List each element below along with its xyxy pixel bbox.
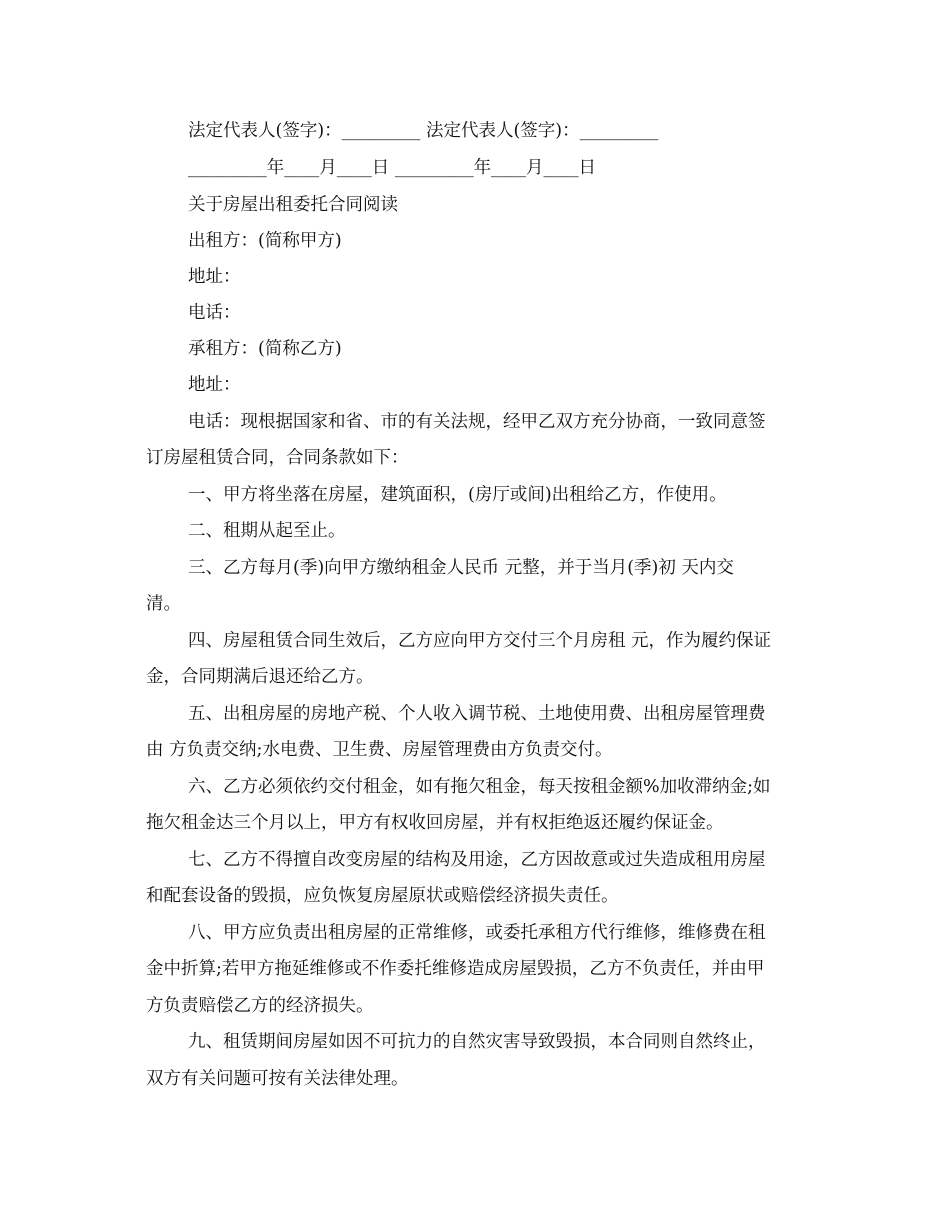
clause-6: 六、乙方必须依约交付租金，如有拖欠租金，每天按租金额%加收滞纳金;如 bbox=[188, 777, 771, 797]
lessee-address: 地址： bbox=[188, 375, 241, 395]
clause-3: 三、乙方每月(季)向甲方缴纳租金人民币 元整，并于当月(季)初 天内交 bbox=[188, 558, 734, 578]
clause-9: 九、租赁期间房屋如因不可抗力的自然灾害导致毁损，本合同则自然终止， bbox=[188, 1032, 766, 1052]
preamble-line: 电话：现根据国家和省、市的有关法规，经甲乙双方充分协商，一致同意签 bbox=[188, 412, 766, 432]
clause-9-cont: 双方有关问题可按有关法律处理。 bbox=[146, 1069, 409, 1089]
document-heading: 关于房屋出租委托合同阅读 bbox=[188, 195, 398, 215]
clause-6-cont: 拖欠租金达三个月以上，甲方有权收回房屋，并有权拒绝返还履约保证金。 bbox=[146, 813, 724, 833]
clause-4: 四、房屋租赁合同生效后，乙方应向甲方交付三个月房租 元，作为履约保证 bbox=[188, 631, 772, 651]
lessor-line: 出租方：(简称甲方) bbox=[188, 231, 342, 251]
clause-8-cont: 金中折算;若甲方拖延维修或不作委托维修造成房屋毁损，乙方不负责任，并由甲 bbox=[146, 959, 765, 979]
preamble-line: 订房屋租赁合同，合同条款如下： bbox=[146, 448, 409, 468]
clause-1: 一、甲方将坐落在房屋，建筑面积，(房厅或间)出租给乙方，作使用。 bbox=[188, 485, 727, 505]
date-line: _________年____月____日 _________年____月____日 bbox=[188, 158, 597, 178]
clause-8-cont: 方负责赔偿乙方的经济损失。 bbox=[146, 996, 374, 1016]
lessor-address: 地址： bbox=[188, 267, 241, 287]
lessor-phone: 电话： bbox=[188, 303, 241, 323]
clause-2: 二、租期从起至止。 bbox=[188, 521, 346, 541]
clause-7: 七、乙方不得擅自改变房屋的结构及用途，乙方因故意或过失造成租用房屋 bbox=[188, 850, 766, 870]
clause-8: 八、甲方应负责出租房屋的正常维修，或委托承租方代行维修，维修费在租 bbox=[188, 923, 766, 943]
clause-5: 五、出租房屋的房地产税、个人收入调节税、土地使用费、出租房屋管理费 bbox=[188, 704, 766, 724]
clause-5-cont: 由 方负责交纳;水电费、卫生费、房屋管理费由方负责交付。 bbox=[146, 740, 613, 760]
clause-3-cont: 清。 bbox=[146, 594, 181, 614]
signature-line: 法定代表人(签字)：_________ 法定代表人(签字)：_________ bbox=[188, 121, 659, 141]
clause-4-cont: 金，合同期满后退还给乙方。 bbox=[146, 667, 374, 687]
clause-7-cont: 和配套设备的毁损，应负恢复房屋原状或赔偿经济损失责任。 bbox=[146, 886, 619, 906]
lessee-line: 承租方：(简称乙方) bbox=[188, 339, 342, 359]
